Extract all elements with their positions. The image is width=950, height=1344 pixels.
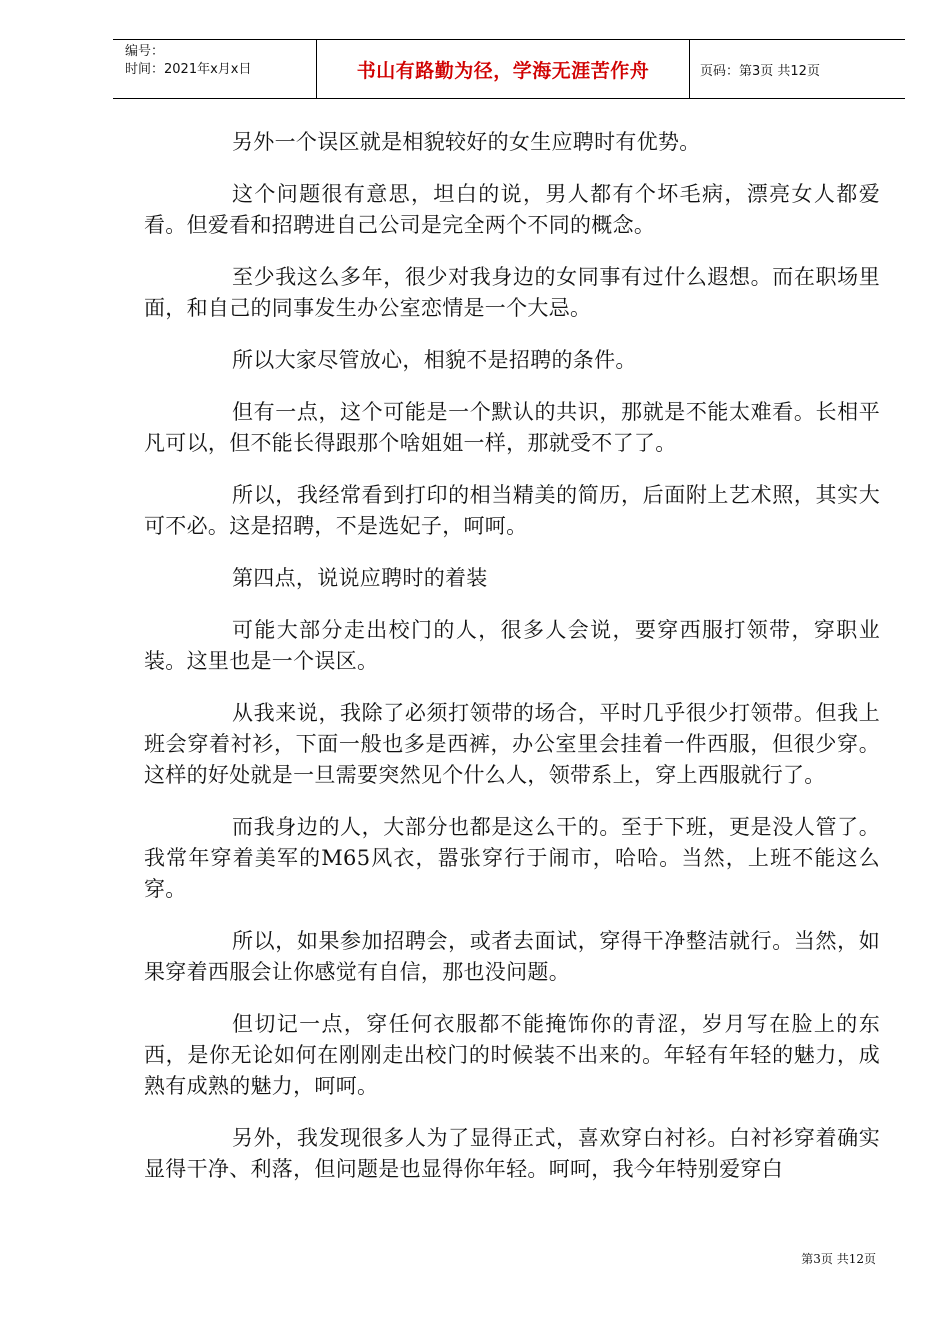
paragraph: 所以大家尽管放心，相貌不是招聘的条件。: [232, 348, 637, 372]
paragraph: 另外，我发现很多人为了显得正式，喜欢穿白衬衫。白衬衫穿着确实显得干净、利落，但问题是也显得你年轻。呵呵，我今年特别爱穿白: [144, 1126, 880, 1181]
paragraph: 但有一点，这个可能是一个默认的共识，那就是不能太难看。长相平凡可以，但不能长得跟那个啥姐姐一样，那就受不了了。: [144, 400, 880, 455]
section-heading: 第四点，说说应聘时的着装: [232, 566, 488, 590]
header-meta: [113, 40, 316, 98]
header-page-info: [690, 40, 905, 98]
document-body: [144, 127, 880, 1206]
page-header: [113, 39, 905, 99]
serial-number-label: 编号：: [125, 44, 165, 59]
page-footer: [801, 1250, 876, 1267]
header-motto-cell: [316, 40, 690, 98]
paragraph: 但切记一点，穿任何衣服都不能掩饰你的青涩，岁月写在脸上的东西，是你无论如何在刚刚走出校门的时候装不出来的。年轻有年轻的魅力，成熟有成熟的魅力，呵呵。: [144, 1012, 880, 1098]
paragraph: 所以，如果参加招聘会，或者去面试，穿得干净整洁就行。当然，如果穿着西服会让你感觉有自信，那也没问题。: [144, 929, 880, 984]
paragraph: 这个问题很有意思，坦白的说，男人都有个坏毛病，漂亮女人都爱看。但爱看和招聘进自己公司是完全两个不同的概念。: [144, 182, 880, 237]
footer-page-number: 第3页 共12页: [801, 1252, 876, 1266]
paragraph: 而我身边的人，大部分也都是这么干的。至于下班，更是没人管了。我常年穿着美军的M65风衣，嚣张穿行于闹市，哈哈。当然，上班不能这么穿。: [144, 815, 880, 901]
motto-text: 书山有路勤为径，学海无涯苦作舟: [356, 59, 650, 82]
paragraph: 从我来说，我除了必须打领带的场合，平时几乎很少打领带。但我上班会穿着衬衫，下面一般也多是西裤，办公室里会挂着一件西服，但很少穿。这样的好处就是一旦需要突然见个什么人，领带系上，穿上西服就行了。: [144, 701, 880, 787]
paragraph: 另外一个误区就是相貌较好的女生应聘时有优势。: [232, 130, 701, 154]
header-page-number: 页码：第3页 共12页: [700, 63, 820, 79]
paragraph: 至少我这么多年，很少对我身边的女同事有过什么遐想。而在职场里面，和自己的同事发生办公室恋情是一个大忌。: [144, 265, 880, 320]
paragraph: 所以，我经常看到打印的相当精美的简历，后面附上艺术照，其实大可不必。这是招聘，不是选妃子，呵呵。: [144, 483, 880, 538]
date-label: 时间：2021年x月x日: [125, 62, 252, 77]
paragraph: 可能大部分走出校门的人，很多人会说，要穿西服打领带，穿职业装。这里也是一个误区。: [144, 618, 880, 673]
